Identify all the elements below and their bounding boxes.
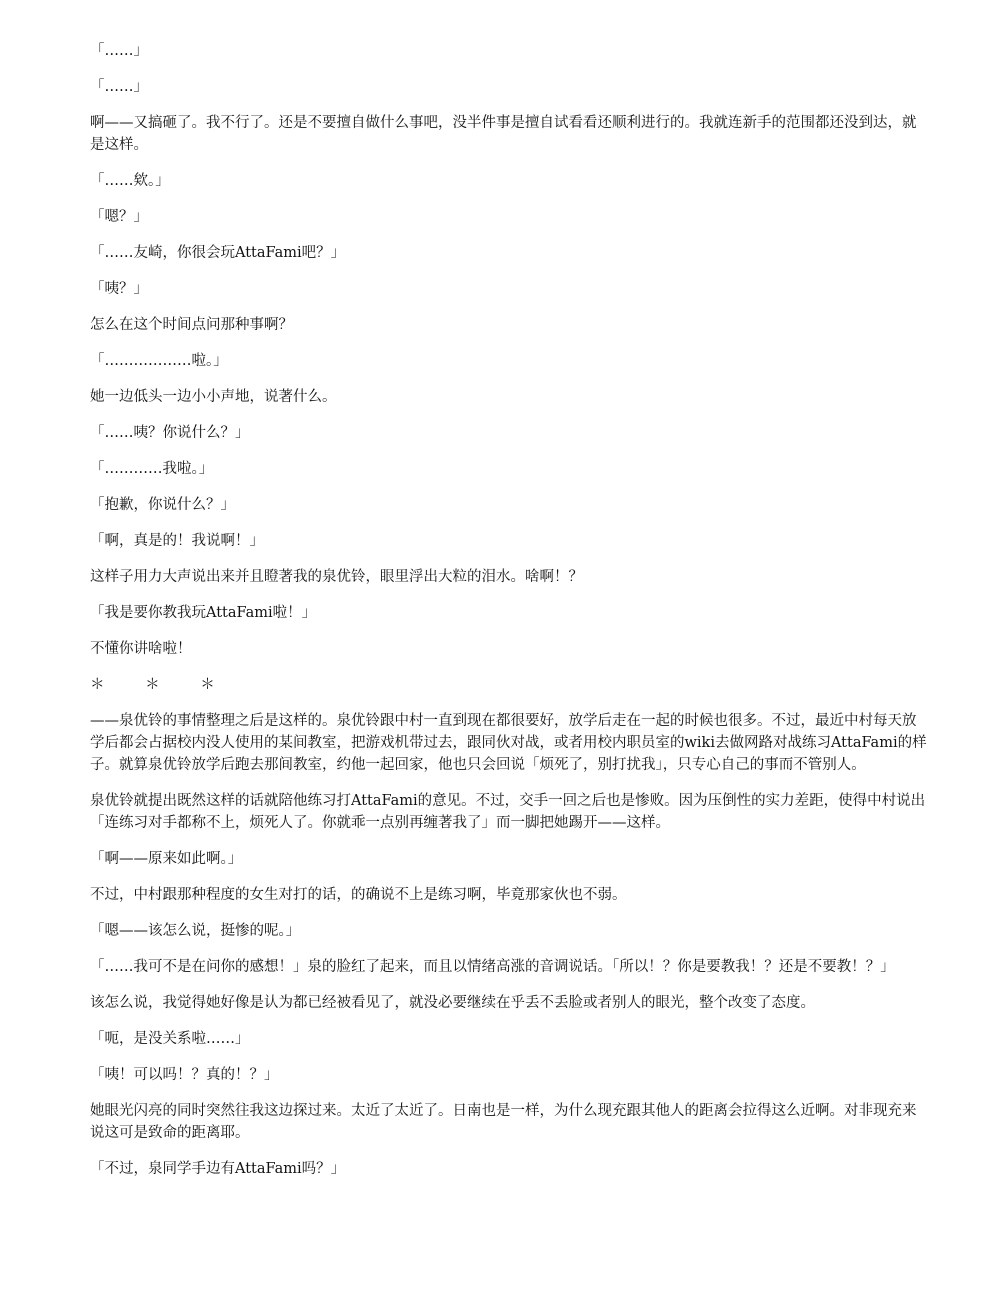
paragraph-20: 泉优铃就提出既然这样的话就陪他练习打AttaFami的意见。不过，交手一回之后也是惨败。因为压倒性的实力差距，使得中村说出「连练习对手都称不上，烦死人了。你就乖一点别再缠著我了」而一脚把她踢开——这样。 xyxy=(90,793,926,831)
paragraph-15: 这样子用力大声说出来并且瞪著我的泉优铃，眼里浮出大粒的泪水。啥啊！？ xyxy=(90,569,583,585)
paragraph-13: 「抱歉，你说什么？」 xyxy=(90,497,235,513)
paragraph-21: 「啊——原来如此啊。」 xyxy=(90,851,243,867)
paragraph-29: 「不过，泉同学手边有AttaFami吗？」 xyxy=(90,1161,346,1177)
paragraph-5: 「嗯？」 xyxy=(90,209,148,225)
paragraph-24: 「……我可不是在问你的感想！」泉的脸红了起来，而且以情绪高涨的音调说话。「所以！？你是要教我！？还是不要教！？」 xyxy=(90,959,895,975)
paragraph-7: 「咦？」 xyxy=(90,281,148,297)
paragraph-25: 该怎么说，我觉得她好像是认为都已经被看见了，就没必要继续在乎丢不丢脸或者别人的眼光，整个改变了态度。 xyxy=(90,995,815,1011)
document-page xyxy=(90,40,930,1194)
paragraph-27: 「咦！可以吗！？真的！？」 xyxy=(90,1067,279,1083)
paragraph-22: 不过，中村跟那种程度的女生对打的话，的确说不上是练习啊，毕竟那家伙也不弱。 xyxy=(90,887,627,903)
paragraph-26: 「呃，是没关系啦……」 xyxy=(90,1031,250,1047)
paragraph-8: 怎么在这个时间点问那种事啊？ xyxy=(90,317,293,333)
paragraph-19: ——泉优铃的事情整理之后是这样的。泉优铃跟中村一直到现在都很要好，放学后走在一起的时候也很多。不过，最近中村每天放学后都会占据校内没人使用的某间教室，把游戏机带过去，跟同伙对战，或者用校内职员室的wiki去做网路对战练习AttaFami的样子。就算泉优铃放学后跑去那间教室，约他一起回家，他也只会回说「烦死了，别打扰我」，只专心自己的事而不管别人。 xyxy=(90,713,927,773)
paragraph-3: 啊——又搞砸了。我不行了。还是不要擅自做什么事吧，没半件事是擅自试看看还顺利进行的。我就连新手的范围都还没到达，就是这样。 xyxy=(90,115,917,153)
paragraph-1: 「……」 xyxy=(90,43,148,59)
paragraph-16: 「我是要你教我玩AttaFami啦！」 xyxy=(90,605,317,621)
paragraph-11: 「……咦？你说什么？」 xyxy=(90,425,250,441)
paragraph-9: 「………………啦。」 xyxy=(90,353,228,369)
scene-separator: ＊ ＊ ＊ xyxy=(90,677,233,693)
paragraph-14: 「啊，真是的！我说啊！」 xyxy=(90,533,264,549)
paragraph-10: 她一边低头一边小小声地，说著什么。 xyxy=(90,389,337,405)
paragraph-2: 「……」 xyxy=(90,79,148,95)
paragraph-12: 「…………我啦。」 xyxy=(90,461,214,477)
paragraph-28: 她眼光闪亮的同时突然往我这边探过来。太近了太近了。日南也是一样，为什么现充跟其他人的距离会拉得这么近啊。对非现充来说这可是致命的距离耶。 xyxy=(90,1103,917,1141)
paragraph-6: 「……友崎，你很会玩AttaFami吧？」 xyxy=(90,245,346,261)
paragraph-4: 「……欸。」 xyxy=(90,173,170,189)
paragraph-23: 「嗯——该怎么说，挺惨的呢。」 xyxy=(90,923,301,939)
paragraph-17: 不懂你讲啥啦！ xyxy=(90,641,192,657)
